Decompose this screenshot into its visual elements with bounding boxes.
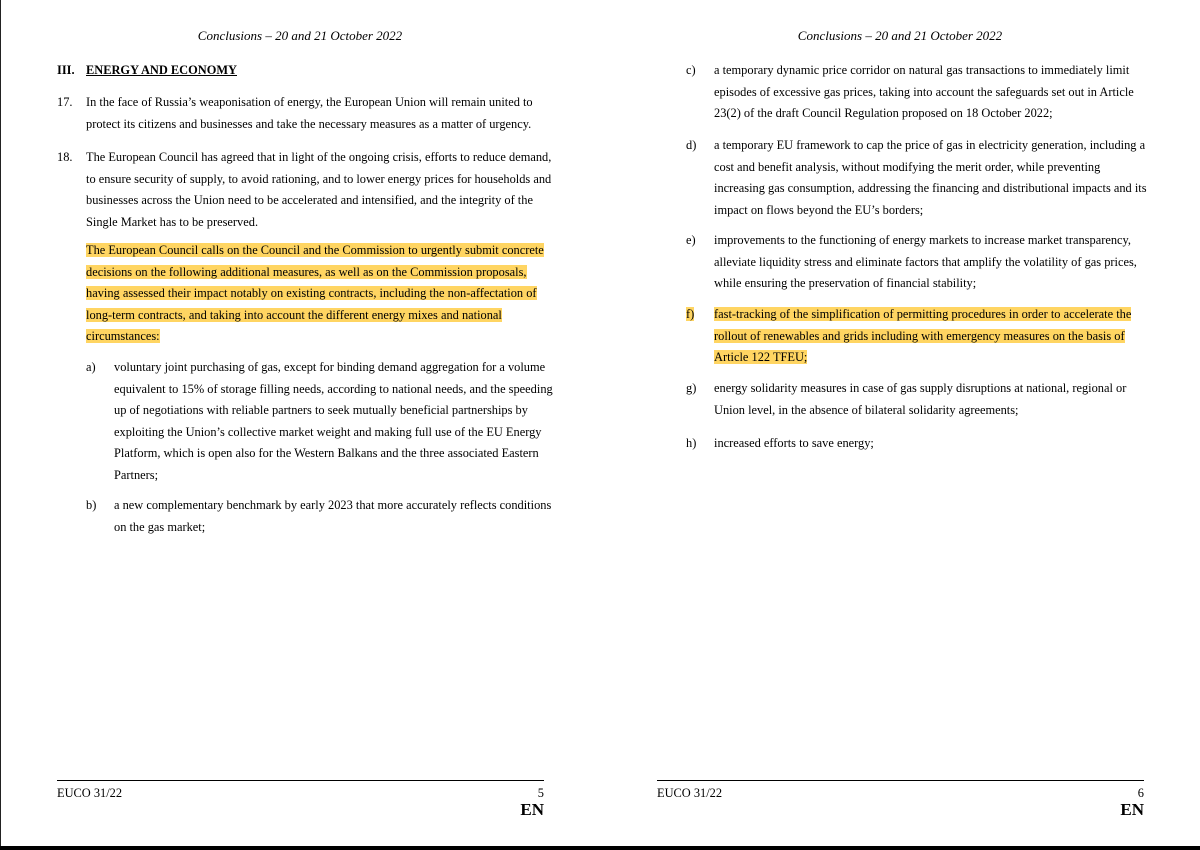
- text-line: up of negotiations with reliable partners to seek mutually beneficial partnerships by: [114, 403, 528, 418]
- highlighted-line: circumstances:: [86, 329, 160, 344]
- text-line: increased efforts to save energy;: [714, 436, 874, 450]
- text-line: on the gas market;: [114, 519, 206, 534]
- page-edge-bottom: [0, 846, 1200, 850]
- highlighted-line: long-term contracts, and taking into account the different energy mixes and national: [86, 307, 502, 322]
- text-line: a temporary dynamic price corridor on natural gas transactions to immediately limit: [714, 63, 1130, 77]
- item-letter-b: b): [86, 498, 97, 512]
- item-letter-a: a): [86, 360, 96, 374]
- text-line: increasing gas consumption, addressing the financing and distributional impacts and its: [714, 181, 1147, 196]
- text-line: improvements to the functioning of energy markets to increase market transparency,: [714, 233, 1132, 247]
- footer-document-ref: EUCO 31/22: [657, 786, 723, 800]
- text-line: cost and benefit analysis, without modifying the merit order, while preventing: [714, 159, 1101, 174]
- item-h-text: [714, 433, 874, 455]
- highlighted-paragraph: [86, 240, 544, 348]
- footer-page-number: 5: [537, 786, 544, 800]
- text-line: alleviate liquidity stress and eliminate factors that amplify the volatility of gas prices,: [714, 254, 1137, 269]
- highlighted-line: The European Council calls on the Council and the Commission to urgently submit concrete: [86, 243, 544, 257]
- text-line: businesses across the Union need to be accelerated and intensified, and the integrity of the: [86, 193, 533, 208]
- text-line: The European Council has agreed that in light of the ongoing crisis, efforts to reduce demand,: [86, 150, 552, 164]
- footer-language-code: EN: [520, 800, 544, 819]
- item-letter-f: [686, 304, 694, 326]
- section-title: ENERGY AND ECONOMY: [86, 63, 237, 77]
- text-line: a temporary EU framework to cap the price of gas in electricity generation, including a: [714, 138, 1146, 152]
- footer-language-code: EN: [1120, 800, 1144, 819]
- item-letter-d: d): [686, 138, 697, 152]
- highlighted-line: fast-tracking of the simplification of permitting procedures in order to accelerate the: [714, 307, 1132, 321]
- text-line: impact on flows beyond the EU’s borders;: [714, 202, 924, 217]
- paragraph-18-text: [86, 147, 551, 233]
- text-line: voluntary joint purchasing of gas, except for binding demand aggregation for a volume: [114, 360, 546, 374]
- text-line: energy solidarity measures in case of gas supply disruptions at national, regional or: [714, 381, 1127, 395]
- text-line: while ensuring the preservation of financial stability;: [714, 276, 977, 291]
- highlighted-letter: f): [686, 307, 695, 321]
- text-line: Union level, in the absence of bilateral solidarity agreements;: [714, 402, 1019, 417]
- highlighted-line: decisions on the following additional measures, as well as on the Commission proposals,: [86, 264, 527, 279]
- item-g-text: [714, 378, 1126, 421]
- item-a-text: [114, 357, 553, 487]
- item-letter-e: e): [686, 233, 696, 247]
- highlighted-line: having assessed their impact notably on existing contracts, including the non-affectation of: [86, 286, 537, 301]
- footer-rule: [57, 780, 544, 781]
- document-page-6: [600, 0, 1200, 850]
- item-letter-g: g): [686, 381, 697, 395]
- text-line: equivalent to 15% of storage filling needs, according to national needs, and the speeding: [114, 381, 553, 396]
- highlighted-line: Article 122 TFEU;: [714, 350, 808, 365]
- text-line: protect its citizens and businesses and take the necessary measures as a matter of urgency.: [86, 116, 532, 131]
- highlighted-line: rollout of renewables and grids including with emergency measures on the basis of: [714, 328, 1125, 343]
- paragraph-17-text: [86, 92, 533, 135]
- text-line: 23(2) of the draft Council Regulation proposed on 18 October 2022;: [714, 106, 1053, 121]
- item-letter-h: h): [686, 436, 697, 450]
- item-c-text: [714, 60, 1134, 125]
- text-line: Platform, which is open also for the Western Balkans and the three associated Eastern: [114, 446, 539, 461]
- item-letter-c: c): [686, 63, 696, 77]
- item-e-text: [714, 230, 1137, 295]
- text-line: to ensure security of supply, to avoid rationing, and to lower energy prices for households and: [86, 171, 552, 186]
- paragraph-number-18: 18.: [57, 150, 73, 164]
- footer-document-ref: EUCO 31/22: [57, 786, 123, 800]
- text-line: a new complementary benchmark by early 2023 that more accurately reflects conditions: [114, 498, 552, 512]
- section-number: III.: [57, 63, 75, 77]
- footer-page-number: 6: [1137, 786, 1144, 800]
- text-line: Partners;: [114, 467, 159, 482]
- text-line: episodes of excessive gas prices, taking into account the safeguards set out in Article: [714, 84, 1134, 99]
- paragraph-number-17: 17.: [57, 95, 73, 109]
- item-f-text: [714, 304, 1131, 369]
- footer-rule: [657, 780, 1144, 781]
- text-line: In the face of Russia’s weaponisation of energy, the European Union will remain united to: [86, 95, 533, 109]
- running-header: Conclusions – 20 and 21 October 2022: [197, 28, 403, 43]
- item-b-text: [114, 495, 551, 538]
- item-d-text: [714, 135, 1147, 221]
- text-line: exploiting the Union’s collective market weight and making full use of the EU Energy: [114, 424, 542, 439]
- text-line: Single Market has to be preserved.: [86, 214, 259, 229]
- running-header: Conclusions – 20 and 21 October 2022: [797, 28, 1003, 43]
